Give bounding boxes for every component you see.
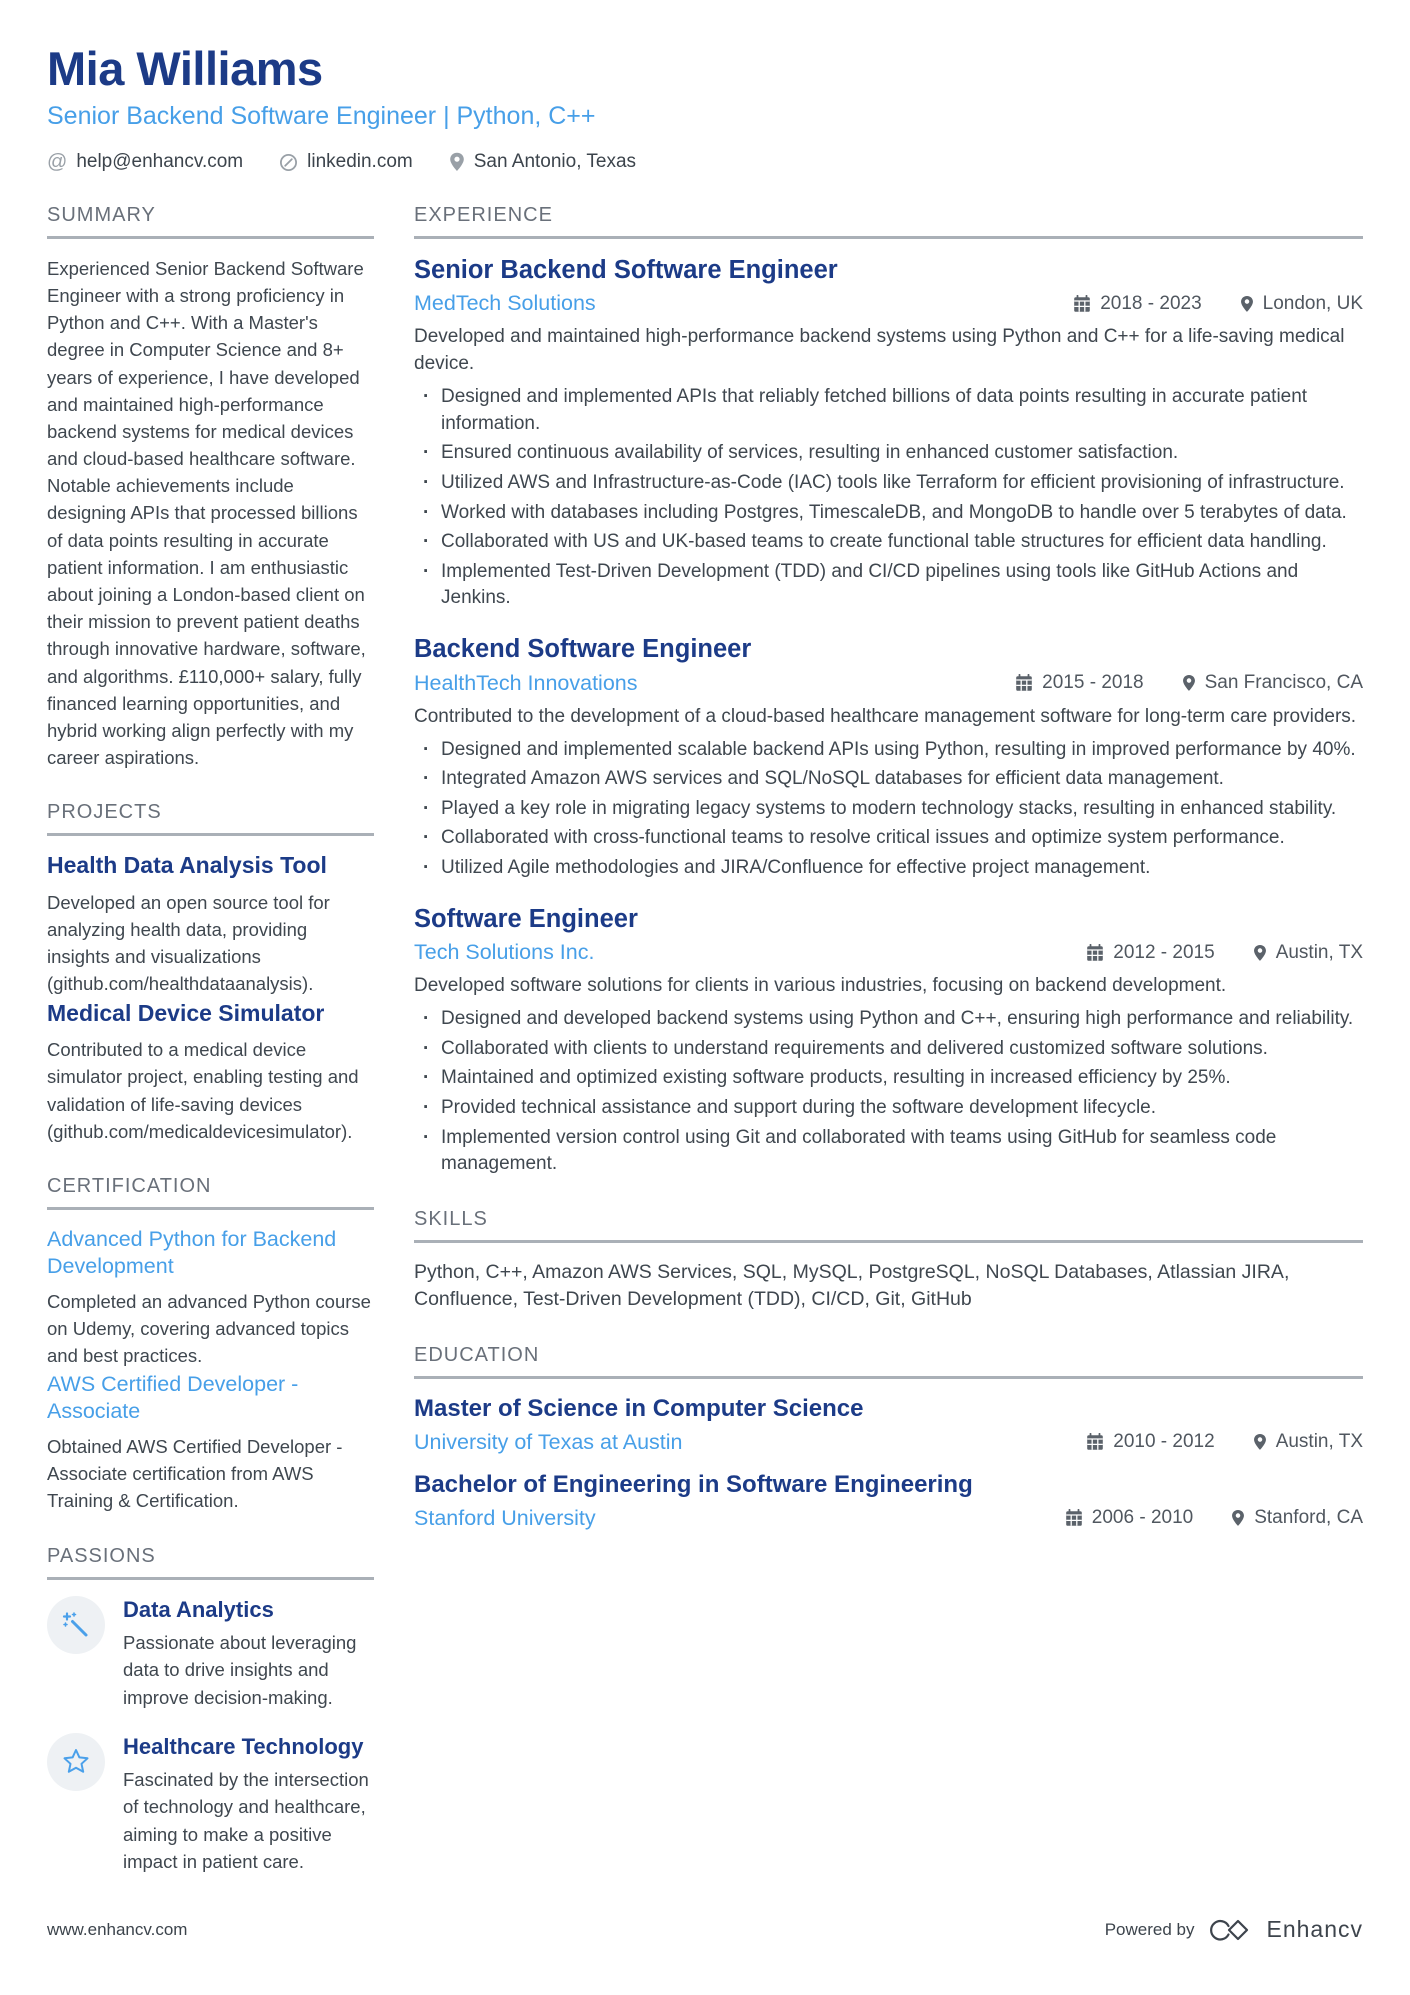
job-bullets bbox=[414, 737, 1363, 882]
experience-item bbox=[414, 255, 1363, 612]
at-icon: @ bbox=[47, 150, 68, 173]
job-dates bbox=[1015, 672, 1143, 694]
bullet-item: · Ensured continuous availability of services, resulting in enhanced customer satisfaction. bbox=[414, 440, 1363, 467]
job-summary: Contributed to the development of a cloud-based healthcare management software for long-term care providers. bbox=[414, 705, 1357, 727]
contact-linkedin[interactable] bbox=[279, 151, 413, 173]
powered-by[interactable] bbox=[1105, 1916, 1363, 1943]
degree-title: Bachelor of Engineering in Software Engineering bbox=[414, 1470, 973, 1498]
enhancv-logo-icon bbox=[1208, 1917, 1252, 1943]
skills-text: Python, C++, Amazon AWS Services, SQL, MySQL, PostgreSQL, NoSQL Databases, Atlassian JIRA, Confluence, Test-Driven Development (TDD), CI/CD, Git, GitHub bbox=[414, 1260, 1290, 1311]
education-section bbox=[414, 1344, 1363, 1531]
job-dates bbox=[1073, 293, 1201, 315]
experience-section bbox=[414, 204, 1363, 1178]
calendar-icon bbox=[1073, 295, 1091, 313]
contact-email[interactable] bbox=[47, 151, 243, 174]
job-location-text: San Francisco, CA bbox=[1204, 672, 1363, 694]
person-job-title: Senior Backend Software Engineer | Python, C++ bbox=[47, 101, 596, 130]
skills-section bbox=[414, 1208, 1363, 1314]
job-location bbox=[1182, 672, 1363, 694]
job-dates-text: 2012 - 2015 bbox=[1113, 941, 1215, 963]
bullet-item: · Worked with databases including Postgres, TimescaleDB, and MongoDB to handle over 5 terabytes of data. bbox=[414, 500, 1363, 527]
job-meta-row bbox=[414, 291, 1363, 316]
education-meta-row bbox=[414, 1430, 1363, 1455]
education-dates-text: 2006 - 2010 bbox=[1091, 1507, 1194, 1529]
job-dates-text: 2018 - 2023 bbox=[1100, 292, 1202, 314]
project-item bbox=[47, 1000, 374, 1145]
education-dates bbox=[1065, 1507, 1193, 1529]
person-name: Mia Williams bbox=[47, 42, 323, 95]
job-dates bbox=[1086, 942, 1214, 964]
job-location-text: Austin, TX bbox=[1275, 941, 1363, 963]
projects-heading: PROJECTS bbox=[47, 801, 374, 836]
passion-description: Passionate about leveraging data to drive insights and improve decision-making. bbox=[123, 1632, 357, 1708]
certification-description: Obtained AWS Certified Developer - Associate certification from AWS Training & Certification. bbox=[47, 1436, 343, 1512]
experience-item bbox=[414, 904, 1363, 1178]
calendar-icon bbox=[1065, 1509, 1083, 1527]
contact-location bbox=[449, 151, 636, 173]
summary-section bbox=[47, 204, 374, 772]
resume-body bbox=[47, 204, 1363, 1905]
right-column bbox=[414, 204, 1363, 1905]
project-description: Developed an open source tool for analyzing health data, providing insights and visualizations (github.com/healthdataanalysis). bbox=[47, 891, 330, 995]
experience-item bbox=[414, 634, 1363, 882]
calendar-icon bbox=[1086, 944, 1104, 962]
school-name: Stanford University bbox=[414, 1505, 596, 1530]
footer-site-link[interactable]: www.enhancv.com bbox=[47, 1919, 188, 1939]
company-name: MedTech Solutions bbox=[414, 291, 596, 316]
passion-description: Fascinated by the intersection of technology and healthcare, aiming to make a positive impact in patient care. bbox=[123, 1769, 369, 1872]
passion-item bbox=[47, 1596, 374, 1711]
bullet-item: · Provided technical assistance and support during the software development lifecycle. bbox=[414, 1095, 1363, 1122]
star-icon bbox=[47, 1733, 105, 1791]
location-icon bbox=[1253, 1433, 1267, 1451]
certification-item bbox=[47, 1226, 374, 1369]
location-icon bbox=[1231, 1509, 1245, 1527]
education-location-text: Stanford, CA bbox=[1254, 1507, 1363, 1529]
certification-title: AWS Certified Developer - Associate bbox=[47, 1372, 299, 1424]
enhancv-brand-name: Enhancv bbox=[1266, 1916, 1363, 1942]
bullet-item: · Maintained and optimized existing software products, resulting in increased efficiency by 25%. bbox=[414, 1065, 1363, 1092]
bullet-item: · Played a key role in migrating legacy systems to modern technology stacks, resulting in enhanced stability. bbox=[414, 796, 1363, 823]
resume-header bbox=[47, 44, 1363, 174]
certification-item bbox=[47, 1371, 374, 1514]
passion-content bbox=[123, 1596, 374, 1711]
bullet-item: · Collaborated with US and UK-based teams to create functional table structures for efficient data handling. bbox=[414, 529, 1363, 556]
degree-title: Master of Science in Computer Science bbox=[414, 1395, 864, 1423]
job-meta-row bbox=[414, 940, 1363, 965]
education-location bbox=[1253, 1431, 1363, 1453]
job-location-text: London, UK bbox=[1262, 292, 1363, 314]
education-location-text: Austin, TX bbox=[1275, 1431, 1363, 1453]
passions-heading: PASSIONS bbox=[47, 1545, 374, 1580]
job-title: Software Engineer bbox=[414, 904, 638, 933]
project-item bbox=[47, 852, 374, 997]
bullet-item: · Collaborated with clients to understand requirements and delivered customized software solutions. bbox=[414, 1036, 1363, 1063]
summary-heading: SUMMARY bbox=[47, 204, 374, 239]
bullet-item: · Designed and developed backend systems using Python and C++, ensuring high performance and reliability. bbox=[414, 1006, 1363, 1033]
project-title: Health Data Analysis Tool bbox=[47, 852, 327, 879]
education-dates bbox=[1086, 1431, 1214, 1453]
location-icon bbox=[449, 152, 465, 172]
certification-section bbox=[47, 1175, 374, 1515]
contact-row bbox=[47, 151, 1363, 174]
calendar-icon bbox=[1015, 674, 1033, 692]
experience-heading: EXPERIENCE bbox=[414, 204, 1363, 239]
certification-heading: CERTIFICATION bbox=[47, 1175, 374, 1210]
bullet-item: · Utilized AWS and Infrastructure-as-Code (IAC) tools like Terraform for efficient provisioning of infrastructure. bbox=[414, 470, 1363, 497]
skills-heading: SKILLS bbox=[414, 1208, 1363, 1243]
calendar-icon bbox=[1086, 1433, 1104, 1451]
summary-text: Experienced Senior Backend Software Engineer with a strong proficiency in Python and C++. With a Master's degree in Computer Science and 8+ years of experience, I have developed and maintained high-performance backend systems for medical devices and cloud-based healthcare software. Notable achievements include designing APIs that processed billions of data points resulting in accurate patient information. I am enthusiastic about joining a London-based client on their mission to prevent patient deaths through innovative hardware, software, and algorithms. £110,000+ salary, fully financed learning opportunities, and hybrid working align perfectly with my career aspirations. bbox=[47, 257, 366, 769]
education-meta-row bbox=[414, 1506, 1363, 1531]
job-dates-text: 2015 - 2018 bbox=[1042, 672, 1144, 694]
bullet-item: · Implemented version control using Git and collaborated with teams using GitHub for seamless code management. bbox=[414, 1125, 1363, 1178]
contact-linkedin-text: linkedin.com bbox=[307, 151, 413, 173]
location-icon bbox=[1253, 944, 1267, 962]
passion-content bbox=[123, 1733, 374, 1875]
bullet-item: · Designed and implemented APIs that reliably fetched billions of data points resulting in accurate patient information. bbox=[414, 384, 1363, 437]
job-location bbox=[1253, 942, 1363, 964]
link-icon bbox=[279, 153, 298, 172]
powered-by-label: Powered by bbox=[1104, 1919, 1195, 1939]
job-location bbox=[1240, 293, 1363, 315]
passions-section bbox=[47, 1545, 374, 1875]
school-name: University of Texas at Austin bbox=[414, 1429, 683, 1454]
page-footer bbox=[47, 1916, 1363, 1943]
certification-description: Completed an advanced Python course on Udemy, covering advanced topics and best practices. bbox=[47, 1290, 371, 1367]
education-location bbox=[1231, 1507, 1363, 1529]
job-title: Senior Backend Software Engineer bbox=[414, 255, 838, 284]
job-meta-row bbox=[414, 671, 1363, 696]
contact-email-text: help@enhancv.com bbox=[76, 151, 244, 173]
education-dates-text: 2010 - 2012 bbox=[1113, 1431, 1215, 1453]
company-name: Tech Solutions Inc. bbox=[414, 940, 595, 965]
projects-section bbox=[47, 801, 374, 1145]
job-summary: Developed software solutions for clients in various industries, focusing on backend development. bbox=[414, 975, 1227, 997]
company-name: HealthTech Innovations bbox=[414, 670, 638, 695]
bullet-item: · Designed and implemented scalable backend APIs using Python, resulting in improved performance by 40%. bbox=[414, 737, 1363, 764]
job-title: Backend Software Engineer bbox=[414, 635, 752, 664]
education-item bbox=[414, 1471, 1363, 1531]
passion-title: Healthcare Technology bbox=[123, 1733, 364, 1759]
magic-wand-icon bbox=[47, 1596, 105, 1654]
bullet-item: · Collaborated with cross-functional teams to resolve critical issues and optimize system performance. bbox=[414, 825, 1363, 852]
bullet-item: · Integrated Amazon AWS services and SQL/NoSQL databases for efficient data management. bbox=[414, 766, 1363, 793]
left-column bbox=[47, 204, 374, 1905]
job-bullets bbox=[414, 1006, 1363, 1178]
contact-location-text: San Antonio, Texas bbox=[473, 151, 637, 173]
certification-title: Advanced Python for Backend Development bbox=[47, 1227, 337, 1278]
education-item bbox=[414, 1395, 1363, 1455]
location-icon bbox=[1182, 674, 1196, 692]
passion-item bbox=[47, 1733, 374, 1875]
job-summary: Developed and maintained high-performance backend systems using Python and C++ for a life-saving medical device. bbox=[414, 326, 1345, 375]
education-heading: EDUCATION bbox=[414, 1344, 1363, 1379]
bullet-item: · Utilized Agile methodologies and JIRA/Confluence for effective project management. bbox=[414, 855, 1363, 882]
bullet-item: · Implemented Test-Driven Development (TDD) and CI/CD pipelines using tools like GitHub Actions and Jenkins. bbox=[414, 559, 1363, 612]
job-bullets bbox=[414, 384, 1363, 612]
project-description: Contributed to a medical device simulator project, enabling testing and validation of life-saving devices (github.com/medicaldevicesimulator). bbox=[47, 1039, 359, 1142]
passion-title: Data Analytics bbox=[123, 1596, 274, 1622]
project-title: Medical Device Simulator bbox=[47, 999, 325, 1026]
location-icon bbox=[1240, 295, 1254, 313]
